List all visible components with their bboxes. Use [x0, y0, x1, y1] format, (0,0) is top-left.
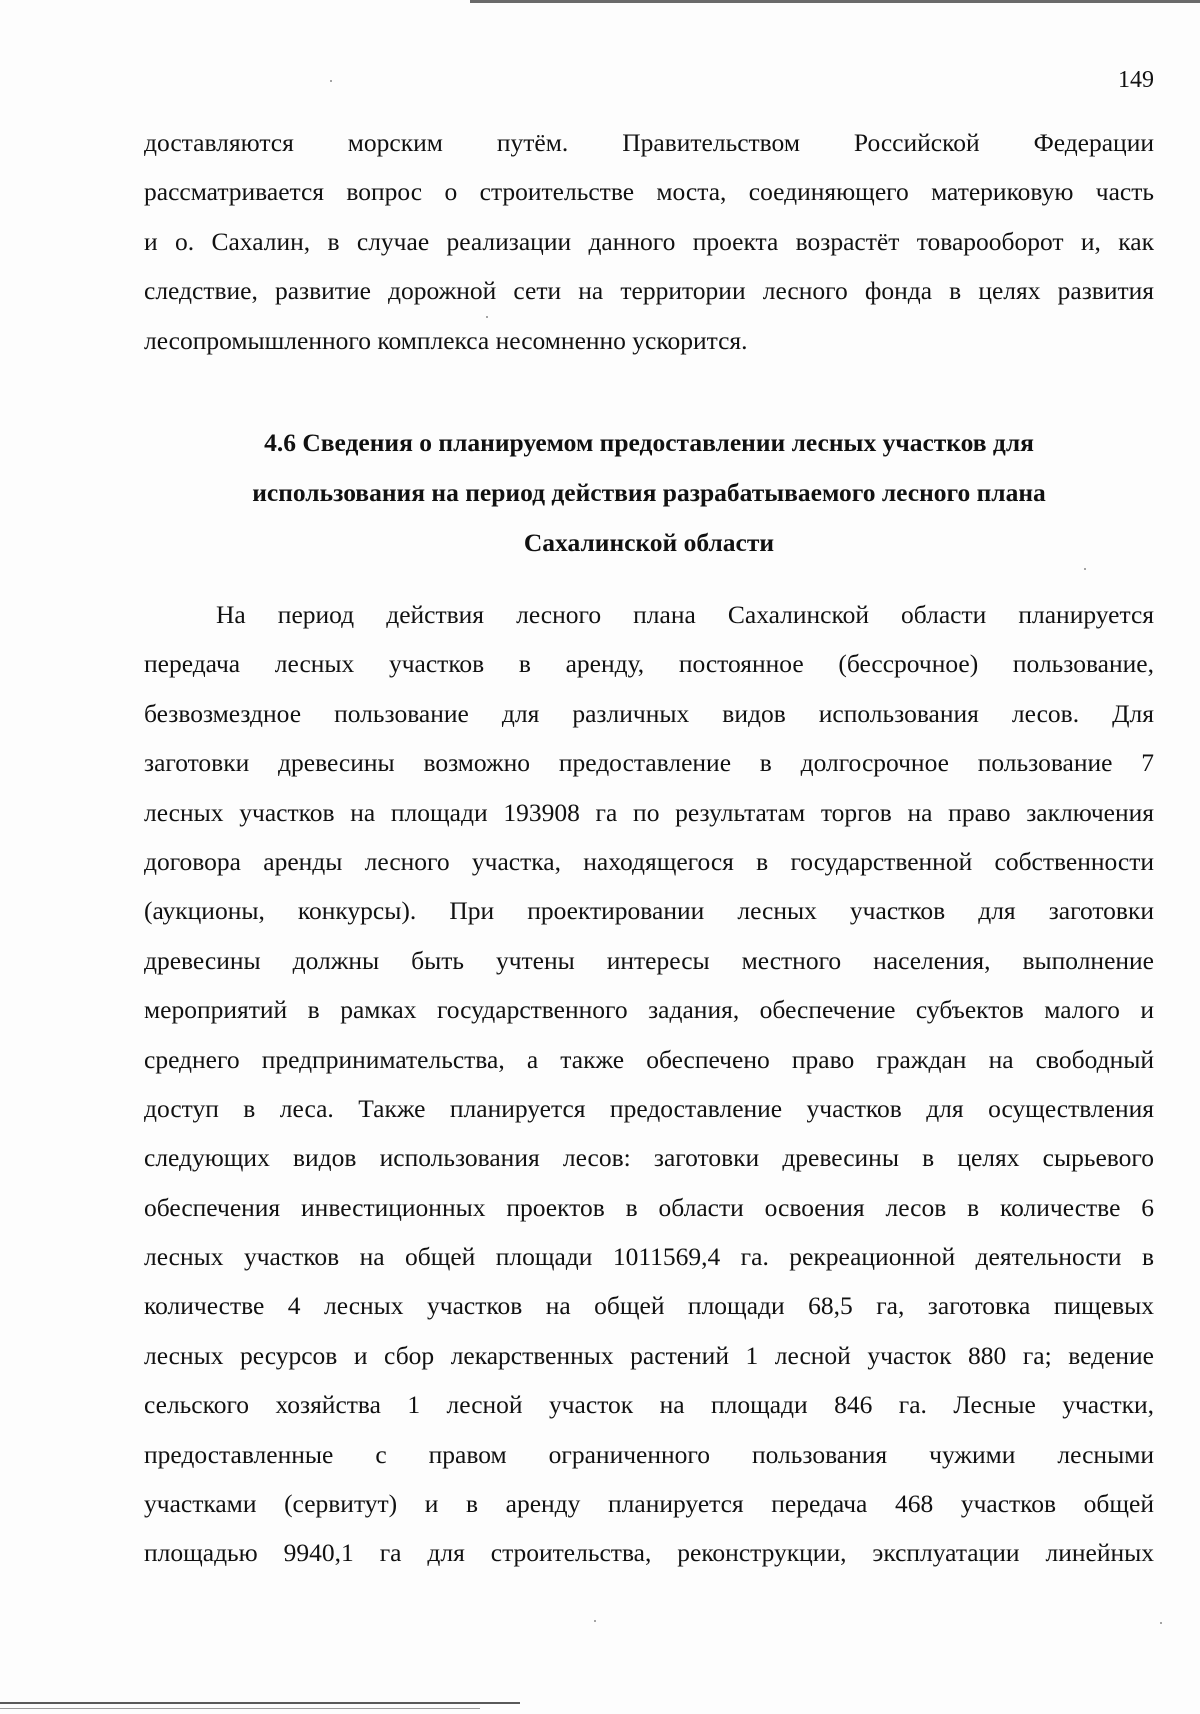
- text-line: договора аренды лесного участка, находящегося в государственной собственности: [144, 846, 1154, 876]
- text-line: лесных ресурсов и сбор лекарственных растений 1 лесной участок 880 га; ведение: [144, 1340, 1154, 1370]
- text-line: среднего предпринимательства, а также обеспечено право граждан на свободный: [144, 1044, 1154, 1074]
- text-line: лесопромышленного комплекса несомненно ускорится.: [144, 325, 748, 355]
- heading-line: Сахалинской области: [523, 528, 775, 557]
- scan-speck: [1084, 568, 1086, 570]
- body-paragraph: [144, 590, 1154, 1578]
- text-line: сельского хозяйства 1 лесной участок на площади 846 га. Лесные участки,: [144, 1390, 1154, 1420]
- text-line: предоставленные с правом ограниченного пользования чужими лесными: [144, 1439, 1154, 1469]
- text-line: безвозмездное пользование для различных видов использования лесов. Для: [144, 698, 1154, 728]
- text-line: следствие, развитие дорожной сети на территории лесного фонда в целях развития: [144, 276, 1154, 306]
- text-line: (аукционы, конкурсы). При проектировании лесных участков для заготовки: [144, 896, 1154, 926]
- text-line: следующих видов использования лесов: заготовки древесины в целях сырьевого: [144, 1143, 1154, 1173]
- text-line: обеспечения инвестиционных проектов в области освоения лесов в количестве 6: [144, 1192, 1154, 1222]
- text-line: передача лесных участков в аренду, постоянное (бессрочное) пользование,: [144, 649, 1154, 679]
- text-line: и о. Сахалин, в случае реализации данного проекта возрастёт товарооборот и, как: [144, 226, 1154, 256]
- text-line: На период действия лесного плана Сахалинской области планируется: [216, 600, 1154, 629]
- text-line: древесины должны быть учтены интересы местного населения, выполнение: [144, 945, 1154, 975]
- text-line: лесных участков на площади 193908 га по результатам торгов на право заключения: [144, 797, 1154, 827]
- scan-speck: [594, 1620, 596, 1622]
- text-line: количестве 4 лесных участков на общей площади 68,5 га, заготовка пищевых: [144, 1291, 1154, 1321]
- text-line: доступ в леса. Также планируется предоставление участков для осуществления: [144, 1093, 1154, 1123]
- text-line: заготовки древесины возможно предоставление в долгосрочное пользование 7: [144, 748, 1154, 778]
- text-line: рассматривается вопрос о строительстве моста, соединяющего материковую часть: [144, 177, 1154, 207]
- heading-line: 4.6 Сведения о планируемом предоставлении лесных участков для: [264, 428, 1034, 457]
- top-edge-rule: [470, 0, 1200, 3]
- text-line: мероприятий в рамках государственного задания, обеспечение субъектов малого и: [144, 995, 1154, 1025]
- text-line: участками (сервитут) и в аренду планируется передача 468 участков общей: [144, 1489, 1154, 1519]
- heading-line: использования на период действия разрабатываемого лесного плана: [252, 478, 1046, 507]
- scan-speck: [330, 80, 332, 82]
- section-heading: [144, 418, 1154, 568]
- intro-paragraph: [144, 118, 1154, 365]
- bottom-edge-rule: [0, 1702, 520, 1704]
- text-line: доставляются морским путём. Правительством Российской Федерации: [144, 128, 1154, 157]
- page-number: 149: [1118, 67, 1154, 93]
- scan-speck: [1160, 1622, 1162, 1624]
- text-line: лесных участков на общей площади 1011569,4 га. рекреационной деятельности в: [144, 1242, 1154, 1272]
- bottom-edge-rule-thin: [0, 1708, 480, 1709]
- text-line: площадью 9940,1 га для строительства, реконструкции, эксплуатации линейных: [144, 1538, 1154, 1568]
